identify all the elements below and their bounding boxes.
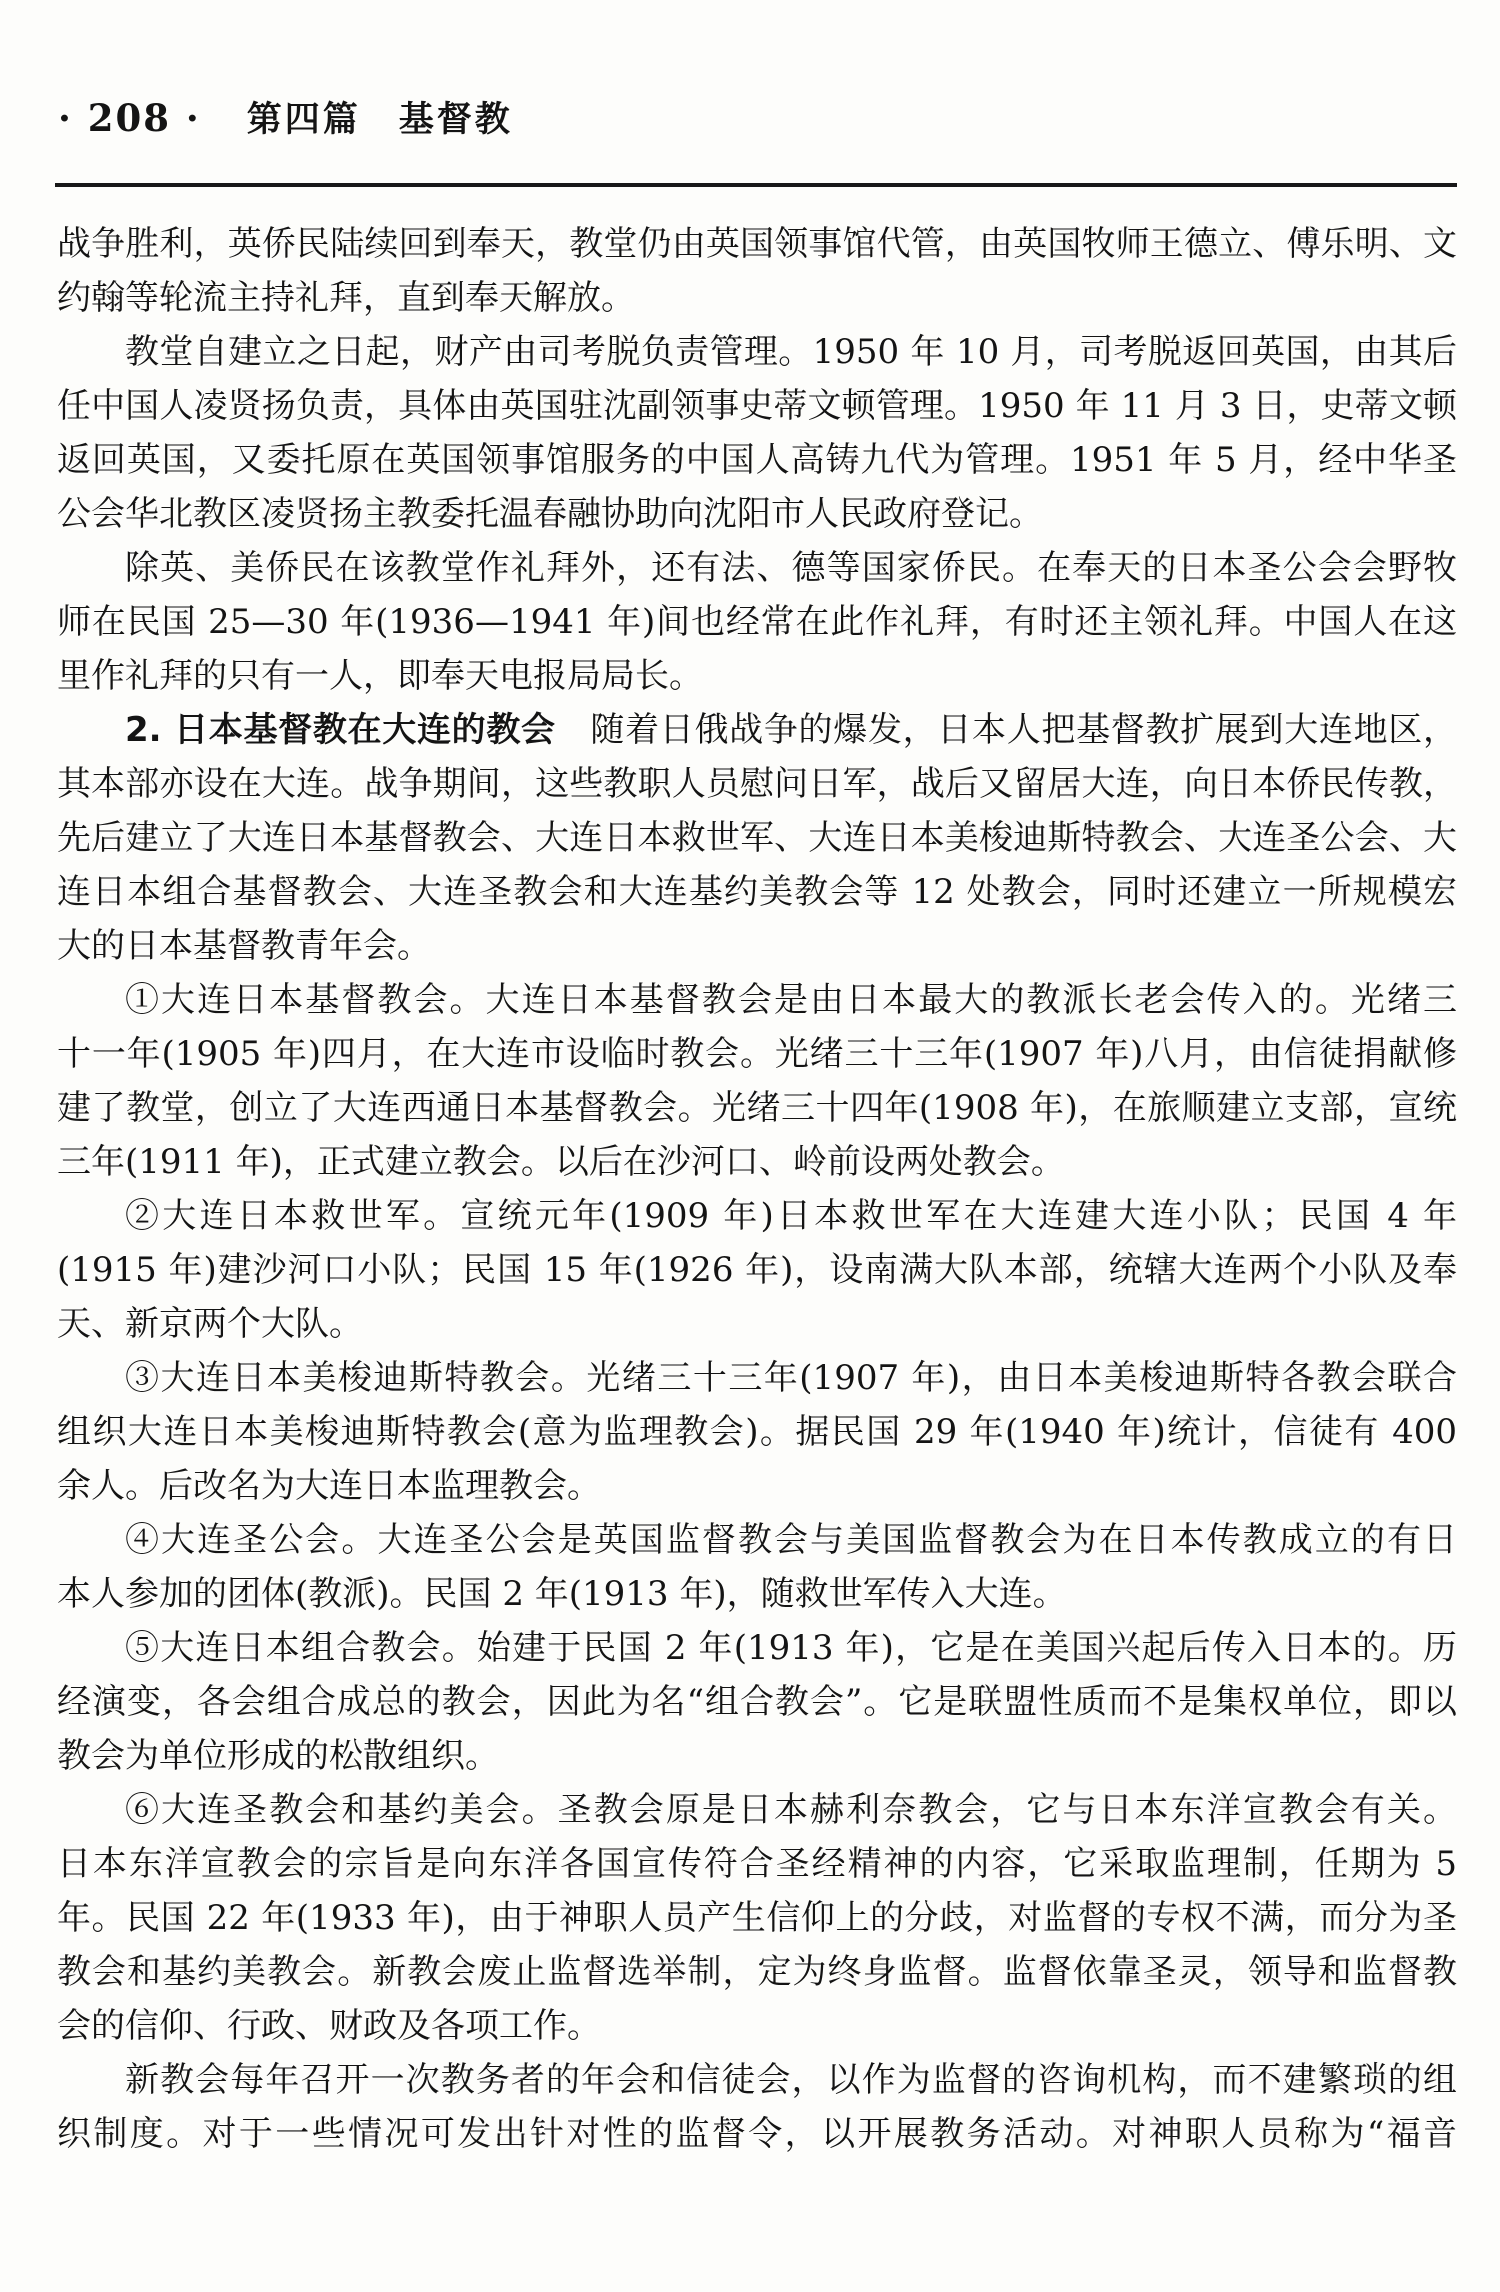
text-line: ②大连日本救世军。宣统元年(1909 年)日本救世军在大连建大连小队；民国 4 年 xyxy=(125,1196,1457,1236)
text-line: 大的日本基督教青年会。 xyxy=(57,926,431,966)
paragraph xyxy=(57,1621,1457,1783)
page-body xyxy=(57,217,1457,2161)
text-line: 十一年(1905 年)四月，在大连市设临时教会。光绪三十三年(1907 年)八月，由信徒捐献修 xyxy=(57,1034,1457,1074)
text-line: 经演变，各会组合成总的教会，因此为名“组合教会”。它是联盟性质而不是集权单位，即以 xyxy=(57,1682,1457,1722)
text-line: 组织大连日本美梭迪斯特教会(意为监理教会)。据民国 29 年(1940 年)统计，信徒有 400 xyxy=(57,1412,1457,1452)
paragraph xyxy=(57,1351,1457,1513)
text-line: 天、新京两个大队。 xyxy=(57,1304,363,1344)
text-line: 约翰等轮流主持礼拜，直到奉天解放。 xyxy=(57,278,635,318)
text-line: 余人。后改名为大连日本监理教会。 xyxy=(57,1466,601,1506)
part-title: 第四篇 xyxy=(246,100,361,140)
text-line: 先后建立了大连日本基督教会、大连日本救世军、大连日本美梭迪斯特教会、大连圣公会、大 xyxy=(57,818,1457,858)
text-line: ⑤大连日本组合教会。始建于民国 2 年(1913 年)，它是在美国兴起后传入日本的。历 xyxy=(125,1628,1457,1668)
text-line: 新教会每年召开一次教务者的年会和信徒会，以作为监督的咨询机构，而不建繁琐的组 xyxy=(125,2060,1457,2100)
text-line: 日本东洋宣教会的宗旨是向东洋各国宣传符合圣经精神的内容，它采取监理制，任期为 5 xyxy=(57,1844,1457,1884)
text-line: 公会华北教区凌贤扬主教委托温春融协助向沈阳市人民政府登记。 xyxy=(57,494,1043,534)
text-segment: 随着日俄战争的爆发，日本人把基督教扩展到大连地区， xyxy=(555,710,1457,750)
text-line: 教堂自建立之日起，财产由司考脱负责管理。1950 年 10 月，司考脱返回英国，由其后 xyxy=(125,332,1457,372)
paragraph xyxy=(57,973,1457,1189)
text-line: 本人参加的团体(教派)。民国 2 年(1913 年)，随救世军传入大连。 xyxy=(57,1574,1067,1614)
text-line: 织制度。对于一些情况可发出针对性的监督令，以开展教务活动。对神职人员称为“福音 xyxy=(57,2114,1457,2154)
paragraph xyxy=(57,1783,1457,2053)
text-line: 其本部亦设在大连。战争期间，这些教职人员慰问日军，战后又留居大连，向日本侨民传教， xyxy=(57,764,1457,804)
text-line xyxy=(57,703,1457,757)
paragraph xyxy=(57,217,1457,325)
paragraph xyxy=(57,1189,1457,1351)
text-line: 建了教堂，创立了大连西通日本基督教会。光绪三十四年(1908 年)，在旅顺建立支部，宣统 xyxy=(57,1088,1457,1128)
text-line: 年。民国 22 年(1933 年)，由于神职人员产生信仰上的分歧，对监督的专权不满，而分为圣 xyxy=(57,1898,1457,1938)
text-line: 返回英国，又委托原在英国领事馆服务的中国人高铸九代为管理。1951 年 5 月，经中华圣 xyxy=(57,440,1457,480)
chapter-title: 基督教 xyxy=(398,100,513,140)
paragraph xyxy=(57,1513,1457,1621)
text-line: ⑥大连圣教会和基约美会。圣教会原是日本赫利奈教会，它与日本东洋宣教会有关。 xyxy=(125,1790,1457,1830)
text-line: 三年(1911 年)，正式建立教会。以后在沙河口、岭前设两处教会。 xyxy=(57,1142,1065,1182)
text-line: 师在民国 25—30 年(1936—1941 年)间也经常在此作礼拜，有时还主领礼拜。中国人在这 xyxy=(57,602,1457,642)
text-line: ①大连日本基督教会。大连日本基督教会是由日本最大的教派长老会传入的。光绪三 xyxy=(125,980,1457,1020)
text-line: 会的信仰、行政、财政及各项工作。 xyxy=(57,2006,601,2046)
text-line: 除英、美侨民在该教堂作礼拜外，还有法、德等国家侨民。在奉天的日本圣公会会野牧 xyxy=(125,548,1457,588)
text-line: 任中国人凌贤扬负责，具体由英国驻沈副领事史蒂文顿管理。1950 年 11 月 3 日，史蒂文顿 xyxy=(57,386,1457,426)
text-line: 连日本组合基督教会、大连圣教会和大连基约美教会等 12 处教会，同时还建立一所规模宏 xyxy=(57,872,1457,912)
text-line: 教会和基约美教会。新教会废止监督选举制，定为终身监督。监督依靠圣灵，领导和监督教 xyxy=(57,1952,1457,1992)
text-line: 里作礼拜的只有一人，即奉天电报局局长。 xyxy=(57,656,703,696)
text-line: ④大连圣公会。大连圣公会是英国监督教会与美国监督教会为在日本传教成立的有日 xyxy=(125,1520,1457,1560)
running-head xyxy=(58,92,513,142)
paragraph xyxy=(57,703,1457,973)
text-line: 教会为单位形成的松散组织。 xyxy=(57,1736,499,1776)
section-heading-bold: 2. 日本基督教在大连的教会 xyxy=(125,710,556,750)
text-line: (1915 年)建沙河口小队；民国 15 年(1926 年)，设南满大队本部，统辖大连两个小队及奉 xyxy=(57,1250,1457,1290)
text-line: 战争胜利，英侨民陆续回到奉天，教堂仍由英国领事馆代管，由英国牧师王德立、傅乐明、文 xyxy=(57,224,1457,264)
text-line: ③大连日本美梭迪斯特教会。光绪三十三年(1907 年)，由日本美梭迪斯特各教会联合 xyxy=(125,1358,1457,1398)
paragraph xyxy=(57,325,1457,541)
header-rule xyxy=(55,183,1457,187)
page-number: · 208 · xyxy=(58,96,201,140)
paragraph xyxy=(57,541,1457,703)
paragraph xyxy=(57,2053,1457,2161)
